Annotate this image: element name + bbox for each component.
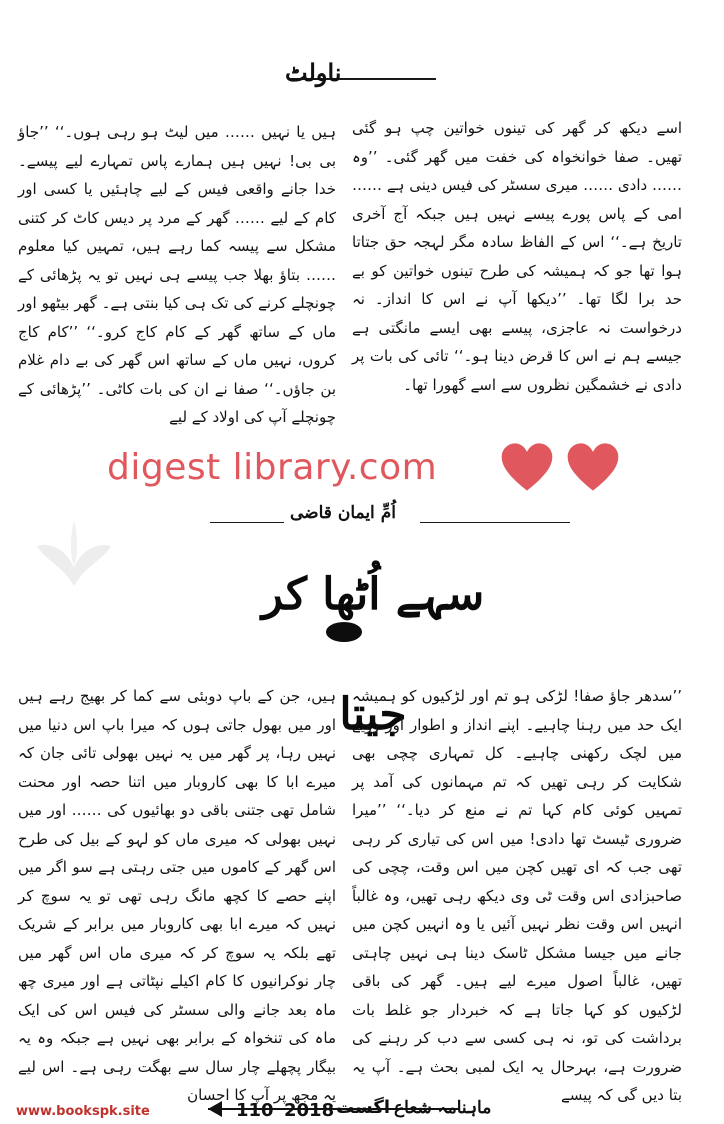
heart-icon	[566, 440, 620, 494]
footer-month: اگست	[336, 1097, 391, 1118]
text-column-bottom-right	[352, 682, 682, 1104]
text-column-bottom-left	[18, 682, 336, 1104]
watermark-text: digest library.com	[107, 447, 438, 488]
title-ink-mark	[326, 622, 362, 642]
footer-year: 2018	[284, 1100, 335, 1121]
author-rule-left	[210, 522, 284, 523]
column-text: ’’سدھر جاؤ صفا! لڑکی ہو تم اور لڑکیوں کو ہمیشہ ایک حد میں رہنا چاہیے۔ اپنے انداز و اطوار اور رویے میں لچک رکھنی چاہیے۔ کل تمہاری چچی بھی شکایت کر رہی تھیں کہ تم مہمانوں کی آمد پر تمہیں کوئی کام کہا تم نے منع کر دیا۔‘‘ ’’میرا ضروری ٹیسٹ تھا دادی! میں اس کی تیاری کر رہی تھی جب کہ ای تھیں کچن میں اس وقت، چچی کی صاحبزادی اس وقت ٹی وی دیکھ رہی تھیں، وہ غالباً انہیں اس وقت نظر نہیں آئیں یا وہ انہیں کچن میں جانے میں جیسا مشکل ٹاسک دینا ہی نہیں چاہتی تھیں، غالباً اصول میرے لیے ہیں۔ گھر کی باقی لڑکیوں کو کہا جاتا ہے کہ خبردار جو غلط بات برداشت کی تو، نہ ہی کسی سے دب کر رہنے کی ضرورت ہے، بہرحال یہ ایک لمبی بحث ہے۔ آپ یہ بتا دیں گی کہ پیسے	[352, 687, 682, 1104]
text-column-top-right	[352, 114, 682, 454]
column-text: ہیں، جن کے باپ دوبئی سے کما کر بھیج رہے ہیں اور میں بھول جاتی ہوں کہ میرا باپ اس دنیا میں نہیں رہا، پر گھر میں یہ نہیں بھولی تائی جان کہ میرے ابا کا بھی کاروبار میں اتنا حصہ اور محنت شامل تھی جتنی باقی دو بھائیوں کی …… اور میں نہیں بھولی کہ میری ماں کو لہو کے بیل کی طرح اس گھر کے کاموں میں جتی رہتی ہے سو اگر میں اپنے حصے کا کچھ مانگ رہی تھی تو یہ سوچ کر نہیں کہ میرے ابا بھی کاروبار میں برابر کے شریک تھے بلکہ یہ سوچ کر کہ میری ماں اس گھر میں چار نوکرانیوں کا کام اکیلے نپٹاتی ہے اور میری چھ ماہ بعد جانے والی سسٹر کی فیس اس کی ایک ماہ کی تنخواہ کے برابر بھی نہیں ہے جبکہ وہ یہ بیگار پچھلے چار سال سے بھگت رہی ہے۔ اس لیے یہ مجھ پر آپ کا احسان	[18, 687, 336, 1104]
story-title: سہے اُٹھا کر جیتا	[261, 569, 485, 740]
author-rule-right	[420, 522, 570, 523]
text-column-top-left	[18, 118, 336, 458]
column-text: ہیں یا نہیں …… میں لیٹ ہو رہی ہوں۔‘‘ ’’جاؤ بی بی! نہیں ہیں ہمارے پاس تمہارے لیے پیسے۔ خدا جانے واقعی فیس کے لیے چاہئیں یا کسی اور کام کے لیے …… گھر کے مرد پر دیس کاٹ کر کتنی مشکل سے پیسہ کما رہے ہیں، تمہیں کیا معلوم …… بتاؤ بھلا جب پیسے ہی نہیں تو یہ پڑھائی کے چونچلے کرنے کی تک ہی کیا بنتی ہے۔ گھر بیٹھو اور ماں کے ساتھ گھر کے کام کاج کرو۔‘‘ ’’کام کاج کروں، نہیں ماں کے ساتھ اس گھر کی بے دام غلام بن جاؤں۔‘‘ صفا نے ان کی بات کاٹی۔ ’’پڑھائی کے چونچلے آپ کی اولاد کے لیے	[18, 123, 336, 426]
magazine-name: ماہنامہ شعاع	[394, 1098, 492, 1118]
page-number: 110	[236, 1100, 274, 1121]
website-link[interactable]: www.bookspk.site	[16, 1104, 150, 1119]
heart-icon	[500, 440, 554, 494]
section-label: ناولٹ	[285, 58, 342, 87]
column-text: اسے دیکھ کر گھر کی تینوں خواتین چپ ہو گئی تھیں۔ صفا خوانخواہ کی خفت میں گھر گئی۔ ’’وہ …… دادی …… میری سسٹر کی فیس دینی ہے …… امی کے پاس پورے پیسے نہیں ہیں جبکہ آج آخری تاریخ ہے۔‘‘ اس کے الفاظ سادہ مگر لہجہ حق جتاتا ہوا تھا جو کہ ہمیشہ کی طرح تینوں خواتین کو بے حد برا لگا تھا۔ ’’دیکھا آپ نے اس کا انداز۔ نہ درخواست نہ عاجزی، پیسے بھی ایسے مانگتی ہے جیسے ہم نے اس کا قرض دینا ہو۔‘‘ تائی کی بات پر دادی نے خشمگین نظروں سے اسے گھورا تھا۔	[352, 119, 682, 394]
leaf-ornament-icon	[33, 516, 115, 590]
author-name: اُمِّ ایمان قاضی	[290, 503, 396, 523]
